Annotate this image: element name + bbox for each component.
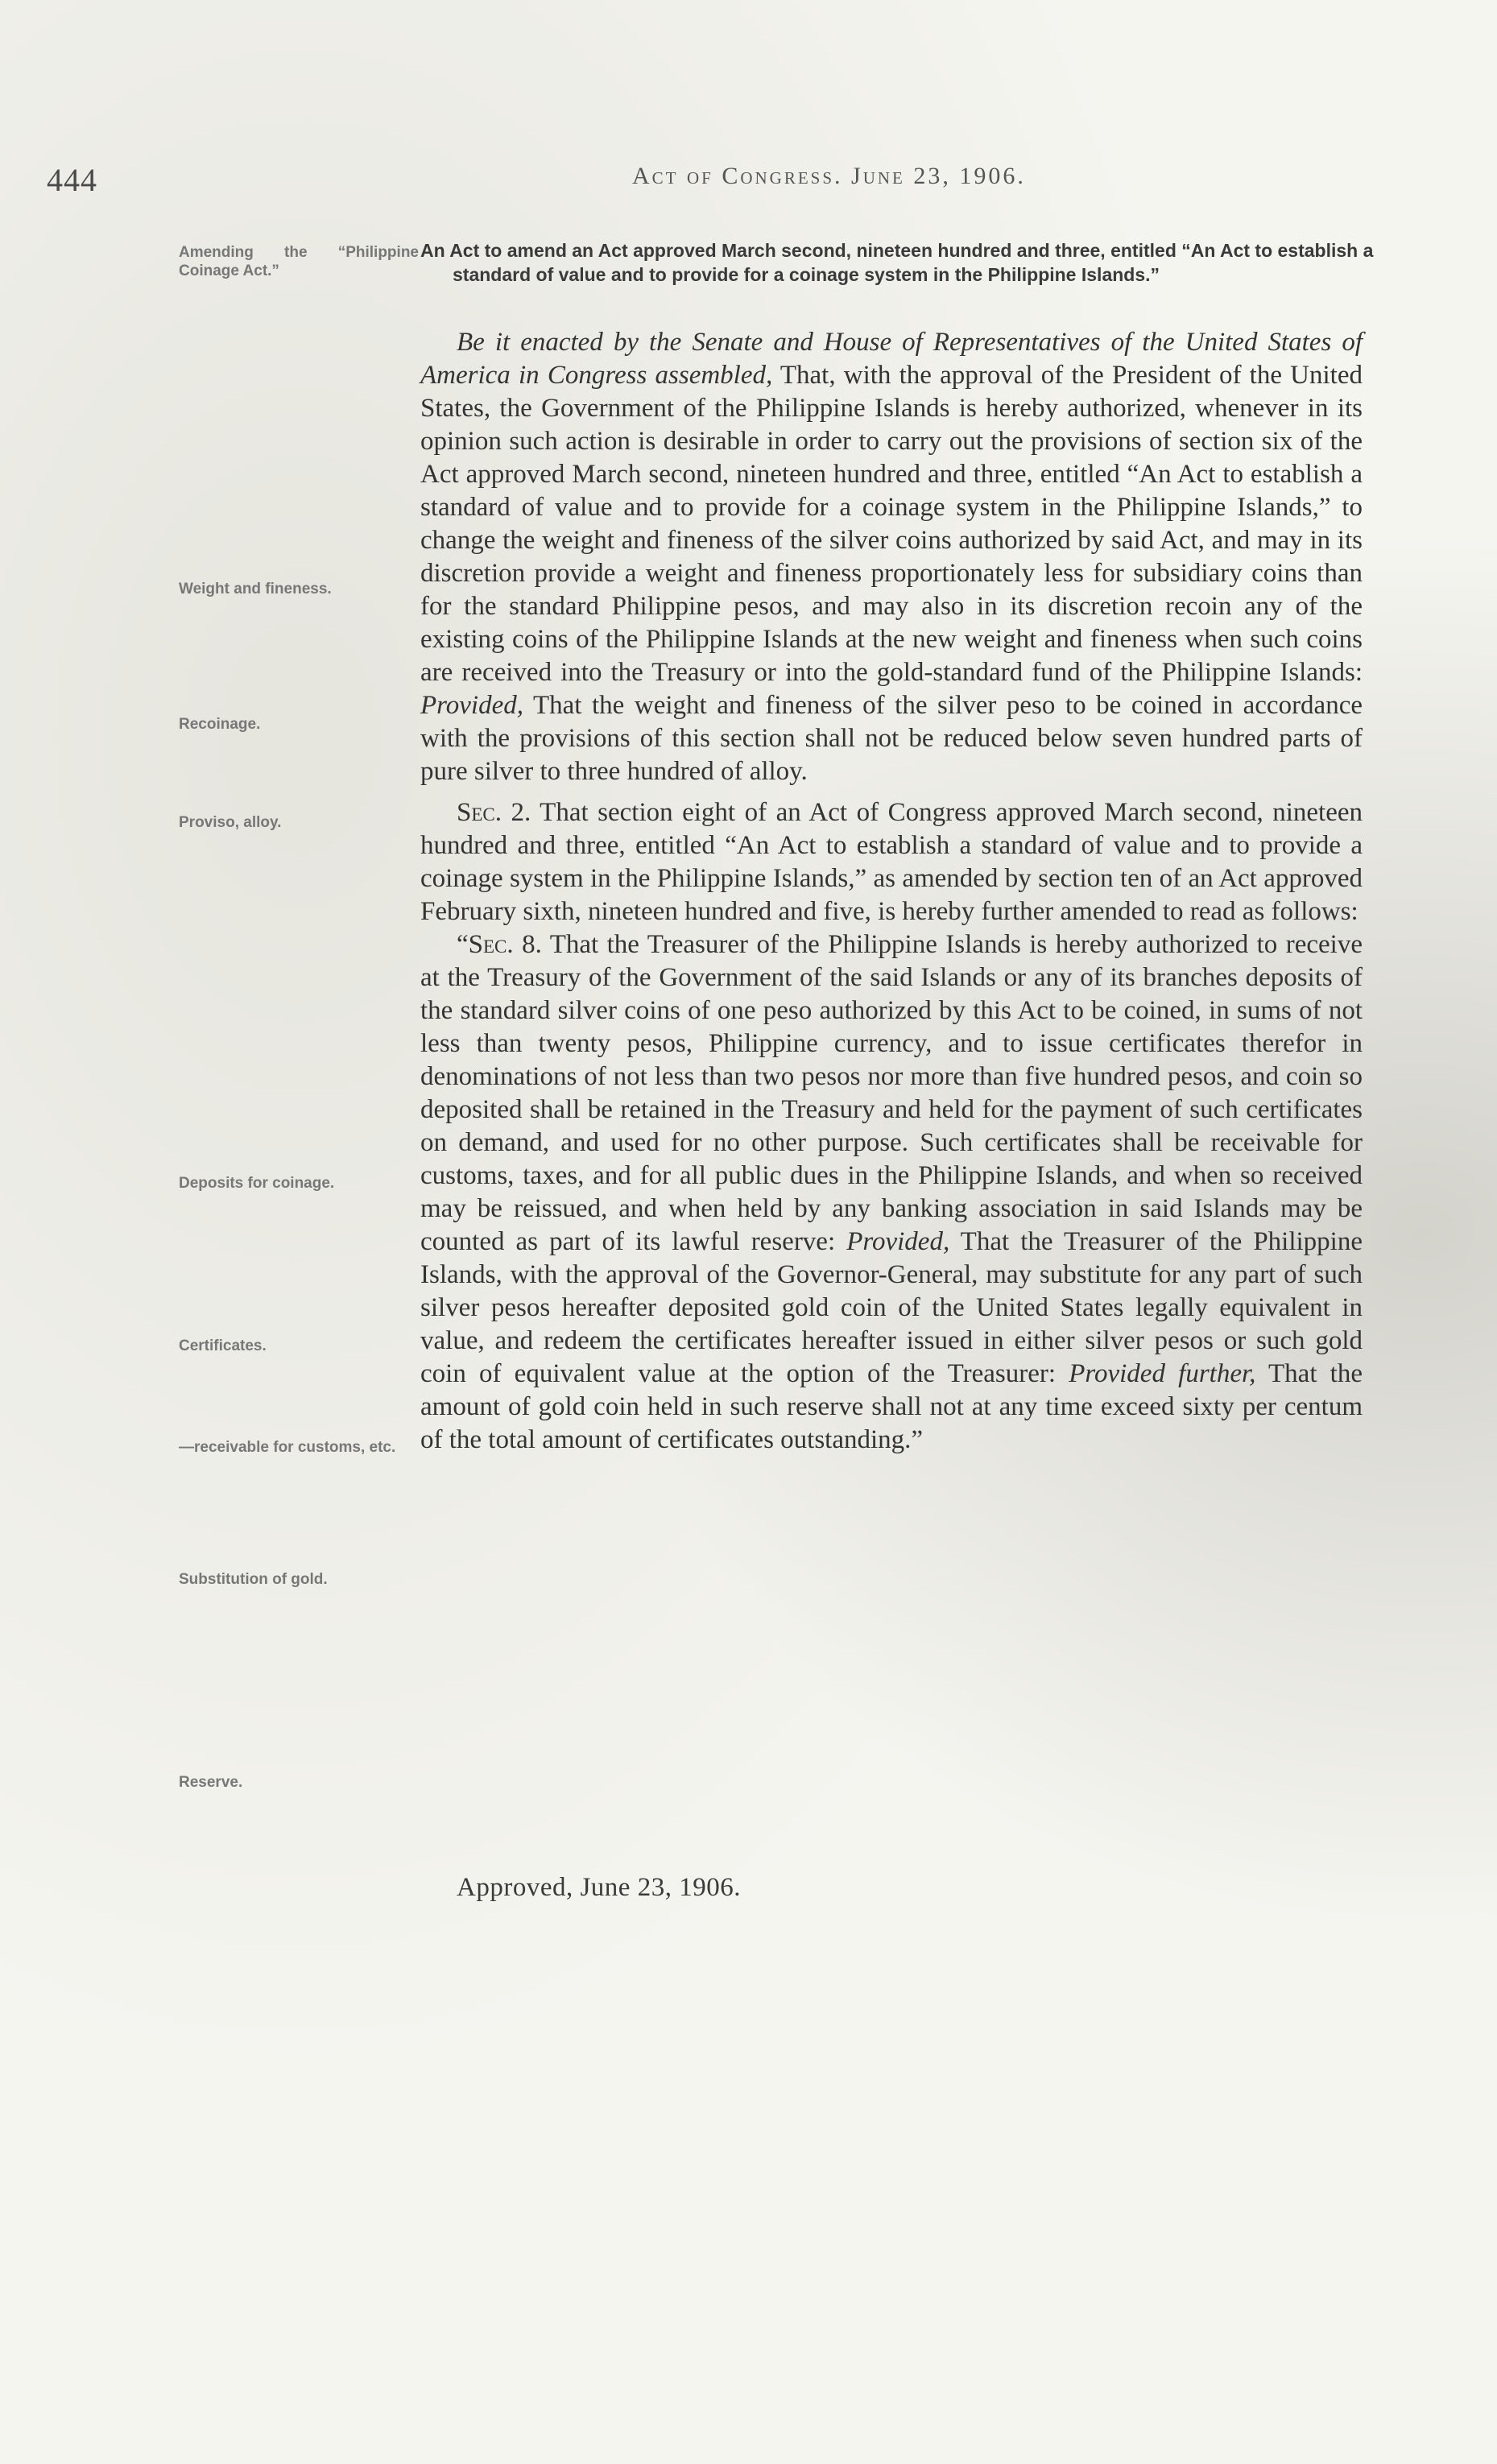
margin-note-certificates: Certificates. (179, 1337, 267, 1354)
section-2-label: Sec. 2. (457, 798, 531, 827)
page-number: 444 (47, 162, 97, 198)
margin-note-proviso: Proviso, alloy. (179, 814, 282, 831)
margin-note-recoinage: Recoinage. (179, 716, 261, 733)
section-2 (420, 796, 1363, 928)
margin-note-reserve: Reserve. (179, 1774, 243, 1791)
section-2-text: That section eight of an Act of Congress approved March second, nineteen hundred and three, entitled “An Act to establish a standard of value and to provide a coinage system in the Philippine Islands,” as amended by section ten of an Act approved February sixth, nineteen hundred and five, is hereby further amended to read as follows: (420, 798, 1363, 926)
margin-note-substitution: Substitution of gold. (179, 1571, 328, 1588)
approved-date: Approved, June 23, 1906. (457, 1873, 741, 1902)
enacting-clause: Be it enacted by the Senate and House of Representatives of the United States of America in Congress assembled, (420, 328, 1363, 390)
section-1-text: That, with the approval of the President of the United States, the Government of the Philippine Islands is hereby authorized, whenever in its opinion such action is desirable in order to carry out the provisions of section six of the Act approved March second, nineteen hundred and three, entitled “An Act to establish a standard of value and to provide for a coinage system in the Philippine Islands,” to change the weight and fineness of the silver coins authorized by said Act, and may in its discretion provide a weight and fineness proportionately less for subsidiary coins than for the standard Philippine pesos, and may also in its discretion recoin any of the existing coins of the Philippine Islands at the new weight and fineness when such coins are received into the Treasury or into the gold-standard fund of the Philippine Islands: (420, 361, 1363, 687)
act-body (420, 326, 1363, 1457)
act-title: An Act to amend an Act approved March second, nineteen hundred and three, entitled “An Act to establish a standard of value and to provide for a coinage system in the Philippine Islands.” (420, 240, 1374, 285)
section-8-final-text: That the amount of gold coin held in such reserve shall not at any time exceed sixty per centum of the total amount of certificates outstanding.” (420, 1359, 1363, 1454)
section-8-proviso-text: That the Treasurer of the Philippine Islands, with the approval of the Governor-General, may substitute for any part of such silver pesos hereafter deposited gold coin of the United States legally equivalent in value, and redeem the certificates hereafter issued in either silver pesos or such gold coin of equivalent value at the option of the Treasurer: (420, 1227, 1363, 1388)
proviso-keyword: Provided, (420, 691, 523, 720)
section-8-proviso-further-keyword: Provided further, (1069, 1359, 1256, 1388)
margin-note-deposits: Deposits for coinage. (179, 1175, 335, 1192)
section-1-proviso-text: That the weight and fineness of the silver peso to be coined in accordance with the provisions of this section shall not be reduced below seven hundred parts of pure silver to three hundred of alloy. (420, 691, 1363, 786)
margin-note-weight: Weight and fineness. (179, 581, 332, 597)
margin-note-amending: Amending the “Philippine Coinage Act.” (179, 244, 419, 279)
margin-note-receivable: —receivable for customs, etc. (179, 1439, 396, 1456)
section-8 (420, 928, 1363, 1457)
section-1 (420, 326, 1363, 788)
section-8-text: That the Treasurer of the Philippine Islands is hereby authorized to receive at the Treasury of the Government of the said Islands or any of its branches deposits of the standard silver coins of one peso authorized by this Act to be coined, in sums of not less than twenty pesos, Philippine currency, and to issue certificates therefor in denominations of not less than two pesos nor more than five hundred pesos, and coin so deposited shall be retained in the Treasury and held for the payment of such certificates on demand, and used for no other purpose. Such certificates shall be receivable for customs, taxes, and for all public dues in the Philippine Islands, and when so received may be reissued, and when held by any banking association in said Islands may be counted as part of its lawful reserve: (420, 930, 1363, 1256)
section-8-proviso-keyword: Provided, (846, 1227, 950, 1256)
section-8-label: “Sec. 8. (457, 930, 542, 959)
running-head: Act of Congress. June 23, 1906. (632, 163, 1026, 189)
